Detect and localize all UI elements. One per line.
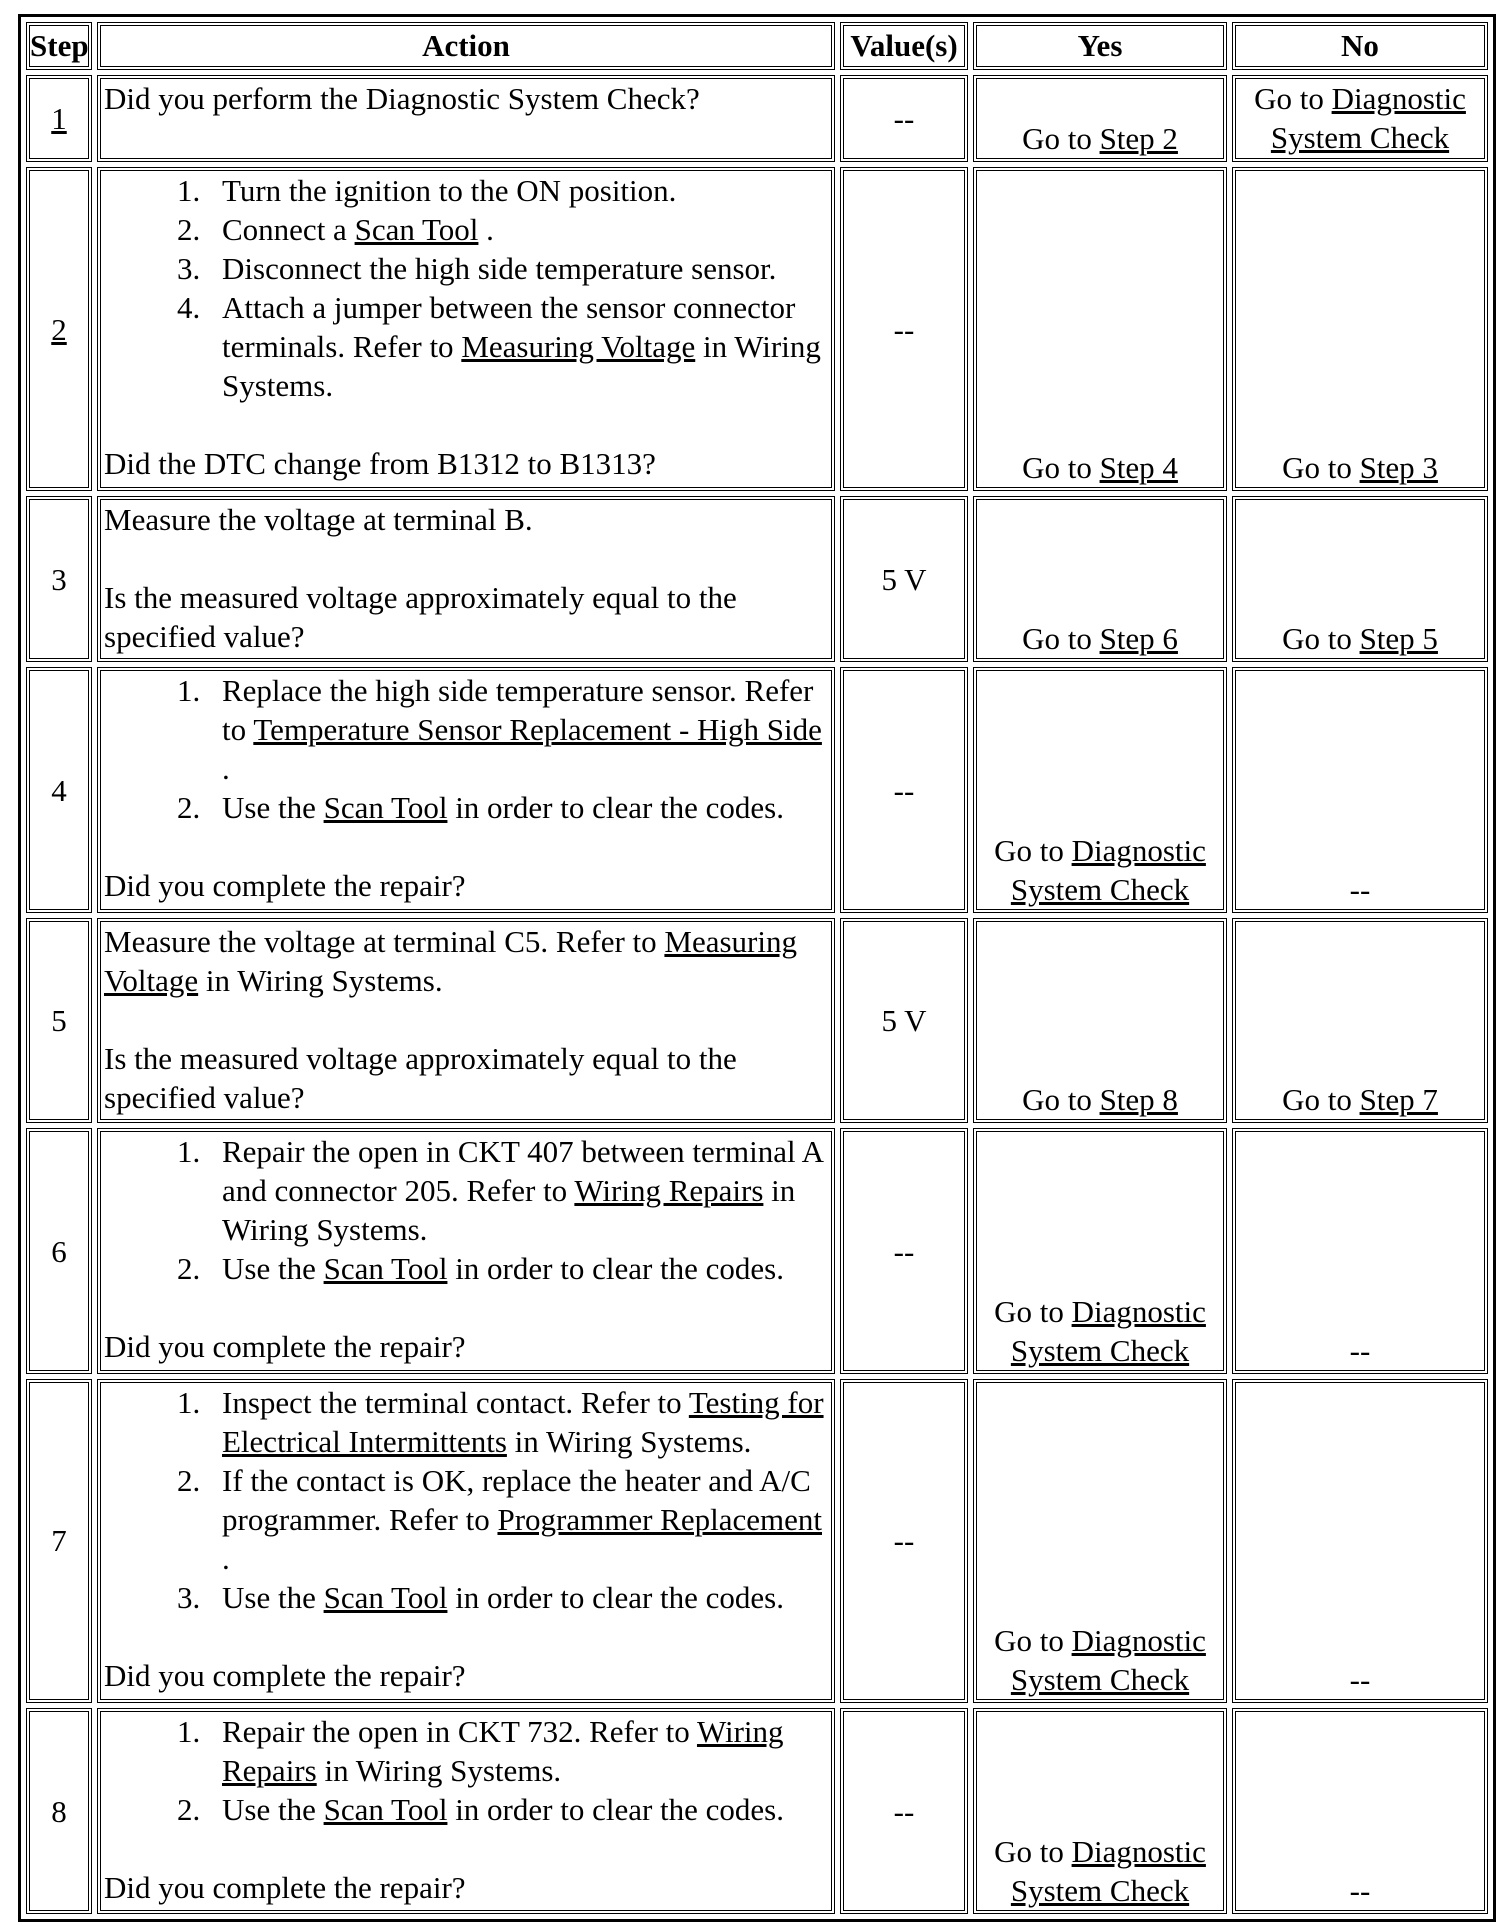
measuring-voltage-link[interactable]: Measuring Voltage [461, 328, 696, 364]
no-cell: -- [1232, 1708, 1488, 1914]
step-link[interactable]: 2 [51, 311, 67, 347]
scan-tool-link[interactable]: Scan Tool [354, 211, 479, 247]
header-values: Value(s) [840, 22, 968, 70]
no-cell: -- [1232, 1128, 1488, 1373]
yes-prefix: Go to [994, 832, 1072, 868]
yes-prefix: Go to [1022, 120, 1100, 156]
action-cell [97, 918, 835, 1124]
diagnostic-table [18, 14, 1496, 1922]
action-list [104, 1132, 828, 1288]
action-item: 3. Use the Scan Tool in order to clear the codes. [208, 1578, 828, 1617]
table-row [26, 1379, 1488, 1703]
action-question: Did you complete the repair? [104, 1329, 466, 1365]
yes-cell [973, 1379, 1227, 1703]
no-prefix: Go to [1282, 450, 1360, 486]
action-item: 1. Replace the high side temperature sensor. Refer to Temperature Sensor Replacement - High Side . [208, 671, 828, 788]
action-item: 1. Turn the ignition to the ON position. [208, 171, 828, 210]
no-link[interactable]: Step 7 [1359, 1082, 1438, 1118]
value-cell: -- [840, 75, 968, 162]
action-item: 2. Connect a Scan Tool . [208, 210, 828, 249]
wiring-repairs-link[interactable]: Wiring Repairs [574, 1173, 764, 1209]
no-prefix: Go to [1254, 81, 1332, 117]
table-row [26, 918, 1488, 1124]
measuring-voltage-link[interactable]: Measuring Voltage [104, 923, 797, 998]
no-prefix: Go to [1282, 621, 1360, 657]
action-item: 2. If the contact is OK, replace the heater and A/C programmer. Refer to Programmer Replacement . [208, 1461, 828, 1578]
action-cell [97, 667, 835, 912]
no-cell: -- [1232, 1379, 1488, 1703]
value-cell: -- [840, 667, 968, 912]
action-question: Did you perform the Diagnostic System Check? [104, 80, 700, 116]
step-number: 5 [26, 918, 92, 1124]
action-cell [97, 1379, 835, 1703]
value-cell: 5 V [840, 496, 968, 662]
programmer-replacement-link[interactable]: Programmer Replacement [497, 1501, 822, 1537]
step-number: 4 [26, 667, 92, 912]
table-row [26, 1128, 1488, 1373]
action-question: Did you complete the repair? [104, 1657, 466, 1693]
header-step: Step [26, 22, 92, 70]
value-cell: -- [840, 1128, 968, 1373]
yes-link[interactable]: Diagnostic System Check [1010, 1293, 1206, 1368]
testing-intermittents-link[interactable]: Testing for Electrical Intermittents [222, 1384, 824, 1459]
no-cell [1232, 75, 1488, 162]
table-row [26, 75, 1488, 162]
action-cell [97, 1708, 835, 1914]
value-cell: -- [840, 1379, 968, 1703]
action-item: 1. Repair the open in CKT 407 between terminal A and connector 205. Refer to Wiring Repairs in Wiring Systems. [208, 1132, 828, 1249]
yes-link[interactable]: Step 8 [1099, 1082, 1178, 1118]
no-prefix: Go to [1282, 1082, 1360, 1118]
no-cell [1232, 496, 1488, 662]
no-cell [1232, 167, 1488, 491]
yes-cell [973, 918, 1227, 1124]
no-link[interactable]: Step 5 [1359, 621, 1438, 657]
action-item: 3. Disconnect the high side temperature sensor. [208, 249, 828, 288]
table-row [26, 496, 1488, 662]
action-question: Did the DTC change from B1312 to B1313? [104, 445, 656, 481]
no-link[interactable]: Diagnostic System Check [1270, 81, 1466, 156]
yes-prefix: Go to [994, 1293, 1072, 1329]
yes-prefix: Go to [1022, 450, 1100, 486]
yes-link[interactable]: Diagnostic System Check [1010, 832, 1206, 907]
action-list [104, 1383, 828, 1617]
header-action: Action [97, 22, 835, 70]
table-row [26, 1708, 1488, 1914]
yes-cell [973, 1708, 1227, 1914]
action-question: Is the measured voltage approximately equal to the specified value? [104, 1040, 737, 1115]
yes-prefix: Go to [1022, 1082, 1100, 1118]
wiring-repairs-link[interactable]: Wiring Repairs [222, 1714, 784, 1789]
action-item: 1. Repair the open in CKT 732. Refer to Wiring Repairs in Wiring Systems. [208, 1712, 828, 1790]
step-number: 6 [26, 1128, 92, 1373]
yes-prefix: Go to [1022, 621, 1100, 657]
header-no: No [1232, 22, 1488, 70]
action-list [104, 171, 828, 405]
temperature-sensor-replacement-link[interactable]: Temperature Sensor Replacement - High Side [253, 712, 822, 748]
step-number: 8 [26, 1708, 92, 1914]
yes-cell [973, 75, 1227, 162]
action-item: 2. Use the Scan Tool in order to clear the codes. [208, 1249, 828, 1288]
yes-link[interactable]: Step 4 [1099, 450, 1178, 486]
step-number: 7 [26, 1379, 92, 1703]
scan-tool-link[interactable]: Scan Tool [323, 1251, 448, 1287]
yes-prefix: Go to [994, 1623, 1072, 1659]
value-cell: 5 V [840, 918, 968, 1124]
value-cell: -- [840, 1708, 968, 1914]
yes-cell [973, 1128, 1227, 1373]
action-question: Did you complete the repair? [104, 1870, 466, 1906]
value-cell: -- [840, 167, 968, 491]
yes-cell [973, 496, 1227, 662]
action-cell [97, 75, 835, 162]
scan-tool-link[interactable]: Scan Tool [323, 1579, 448, 1615]
action-item: 2. Use the Scan Tool in order to clear the codes. [208, 1790, 828, 1829]
no-cell [1232, 918, 1488, 1124]
action-cell [97, 496, 835, 662]
header-row [26, 22, 1488, 70]
action-question: Did you complete the repair? [104, 868, 466, 904]
action-intro: Measure the voltage at terminal B. [104, 502, 533, 538]
action-intro: Measure the voltage at terminal C5. Refer to Measuring Voltage in Wiring Systems. [104, 923, 797, 998]
yes-link[interactable]: Diagnostic System Check [1010, 1623, 1206, 1698]
yes-link[interactable]: Step 2 [1099, 120, 1178, 156]
no-cell: -- [1232, 667, 1488, 912]
yes-link[interactable]: Step 6 [1099, 621, 1178, 657]
yes-cell [973, 667, 1227, 912]
yes-prefix: Go to [994, 1834, 1072, 1869]
action-item: 1. Inspect the terminal contact. Refer to Testing for Electrical Intermittents in Wiring Systems. [208, 1383, 828, 1461]
step-number[interactable] [26, 75, 92, 162]
action-list [104, 1712, 828, 1829]
action-item: 4. Attach a jumper between the sensor connector terminals. Refer to Measuring Voltage in Wiring Systems. [208, 288, 828, 405]
action-item: 2. Use the Scan Tool in order to clear the codes. [208, 788, 828, 827]
action-cell [97, 167, 835, 491]
action-list [104, 671, 828, 827]
scan-tool-link[interactable]: Scan Tool [323, 1792, 448, 1828]
step-number[interactable] [26, 167, 92, 491]
yes-cell [973, 167, 1227, 491]
yes-link[interactable]: Diagnostic System Check [1010, 1834, 1206, 1908]
step-number: 3 [26, 496, 92, 662]
step-link[interactable]: 1 [51, 100, 67, 136]
action-question: Is the measured voltage approximately equal to the specified value? [104, 580, 737, 655]
action-cell [97, 1128, 835, 1373]
table-row [26, 167, 1488, 491]
header-yes: Yes [973, 22, 1227, 70]
table-row [26, 667, 1488, 912]
no-link[interactable]: Step 3 [1359, 450, 1438, 486]
scan-tool-link[interactable]: Scan Tool [323, 790, 448, 826]
